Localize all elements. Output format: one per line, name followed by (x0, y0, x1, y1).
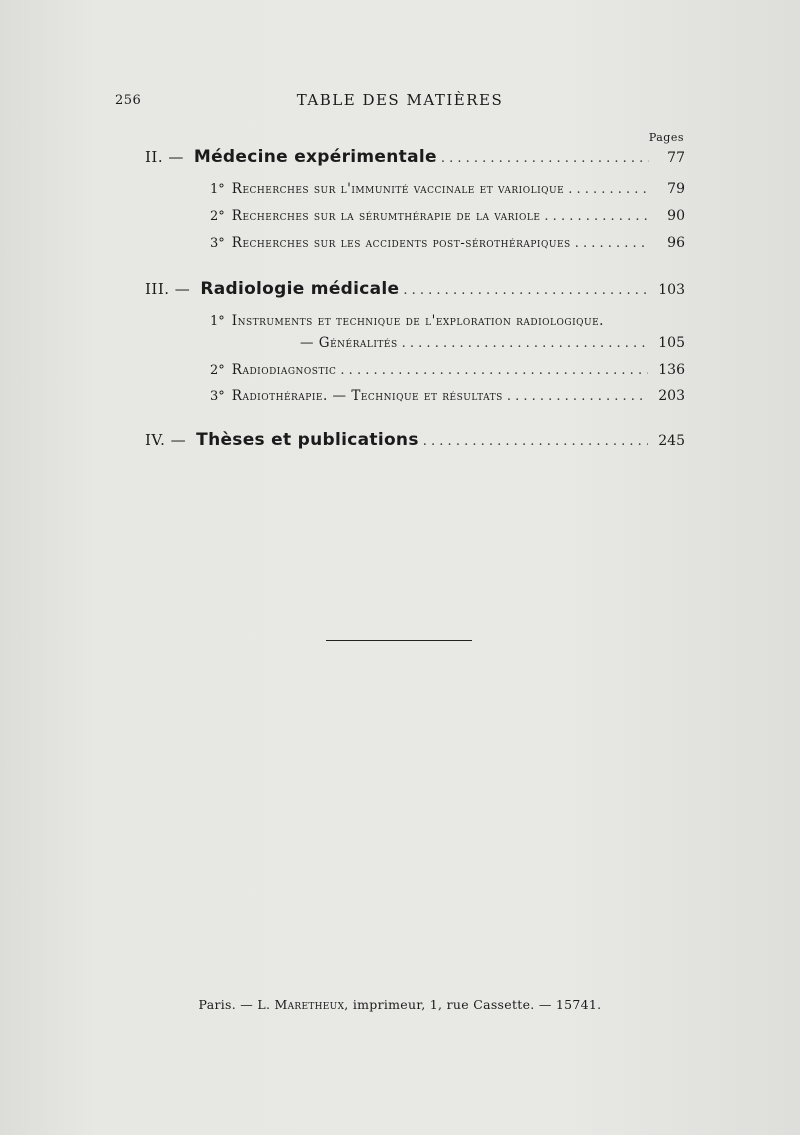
dot-leader (568, 182, 649, 197)
entry-title: Recherches sur l'immunité vaccinale et variolique (231, 181, 565, 197)
toc-entry (210, 208, 685, 224)
toc-entry (210, 313, 604, 329)
entry-ordinal: 2° (210, 209, 225, 224)
entry-title: Instruments et technique de l'exploration radiologique. (231, 313, 604, 329)
imprint-details: , imprimeur, 1, rue Cassette. — 15741. (344, 997, 602, 1012)
entry-ordinal: 3° (210, 389, 225, 404)
entry-title-continuation: — Généralités (300, 335, 398, 351)
toc-entry-continuation (300, 335, 685, 351)
dot-leader (423, 434, 649, 449)
dot-leader (441, 151, 649, 166)
printer-imprint (0, 997, 800, 1012)
section-title: Thèses et publications (196, 430, 419, 450)
pages-column-label: Pages (648, 131, 684, 144)
toc-section-3 (145, 279, 685, 299)
dot-leader (575, 236, 649, 251)
entry-page: 96 (667, 235, 685, 251)
section-title: Médecine expérimentale (193, 147, 437, 167)
running-title: TABLE DES MATIÈRES (296, 91, 504, 109)
entry-ordinal: 1° (210, 182, 225, 197)
entry-ordinal: 3° (210, 236, 225, 251)
dot-leader (507, 389, 648, 404)
imprint-printer-name: Maretheux (274, 997, 345, 1012)
section-page: 77 (667, 150, 685, 166)
dot-leader (544, 209, 649, 224)
toc-entry (210, 235, 685, 251)
entry-ordinal: 1° (210, 314, 225, 329)
toc-entry (210, 362, 685, 378)
toc-entry (210, 388, 685, 404)
page-number: 256 (115, 93, 142, 108)
entry-title: Radiothérapie. — Technique et résultats (231, 388, 503, 404)
entry-title: Recherches sur les accidents post-sérothérapiques (231, 235, 571, 251)
imprint-city: Paris. — L. (198, 997, 271, 1012)
entry-title: Recherches sur la sérumthérapie de la variole (231, 208, 541, 224)
entry-page: 79 (667, 181, 685, 197)
section-number: IV. — (145, 431, 187, 449)
dot-leader (340, 363, 648, 378)
entry-page: 136 (658, 362, 685, 378)
entry-page: 203 (658, 388, 685, 404)
entry-page: 90 (667, 208, 685, 224)
end-rule (326, 640, 472, 641)
toc-section-2 (145, 147, 685, 167)
section-number: II. — (145, 148, 184, 166)
entry-ordinal: 2° (210, 363, 225, 378)
section-page: 245 (658, 433, 685, 449)
section-page: 103 (658, 282, 685, 298)
dot-leader (402, 336, 649, 351)
toc-section-4 (145, 430, 685, 450)
toc-entry (210, 181, 685, 197)
section-number: III. — (145, 280, 191, 298)
section-title: Radiologie médicale (200, 279, 400, 299)
dot-leader (403, 283, 648, 298)
entry-title: Radiodiagnostic (231, 362, 337, 378)
entry-page: 105 (658, 335, 685, 351)
